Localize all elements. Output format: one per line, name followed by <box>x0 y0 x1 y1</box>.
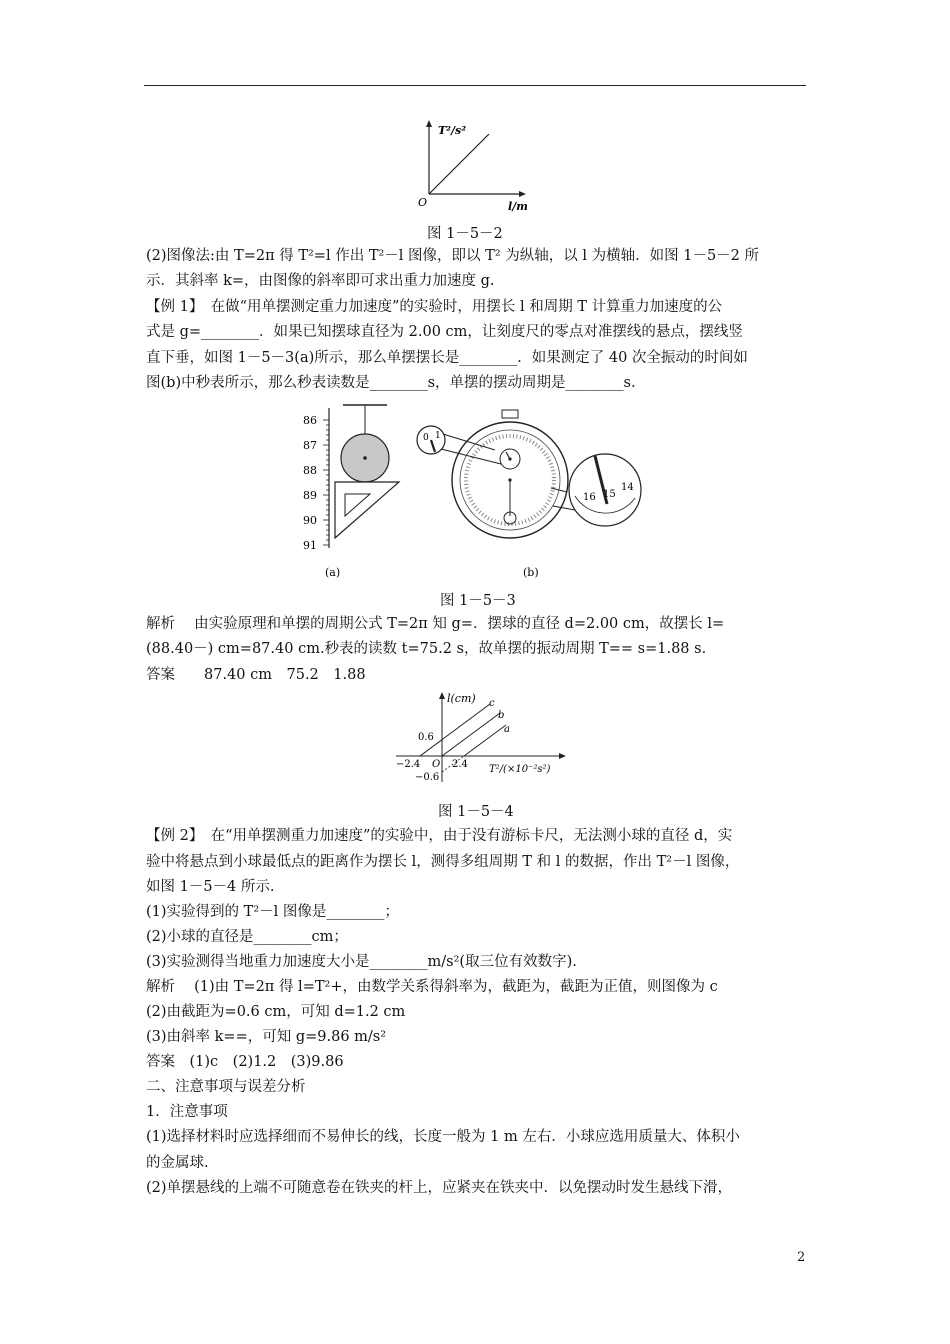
question-1: (1)实验得到的 T²－l 图像是________； <box>146 904 399 920</box>
label-a: (a) <box>325 566 341 579</box>
y-axis-label: T²/s² <box>438 124 467 137</box>
figure-1-5-4 <box>392 688 572 788</box>
figure-1-5-3 <box>295 400 655 585</box>
note-line: 的金属球. <box>146 1155 209 1171</box>
section-heading: 二、注意事项与误差分析 <box>146 1079 306 1095</box>
example-2-line: 【例 2】 在“用单摆测重力加速度”的实验中，由于没有游标卡尺，无法测小球的直径 d，实 <box>146 828 733 844</box>
x-axis-arrow <box>519 191 526 197</box>
example-2-line: 验中将悬点到小球最低点的距离作为摆长 l，测得多组周期 T 和 l 的数据，作出 T²－l 图像， <box>146 854 740 870</box>
example-1-line: 【例 1】 在做“用单摆测定重力加速度”的实验时，用摆长 l 和周期 T 计算重力加速度的公 <box>146 299 723 315</box>
stopwatch-diagram <box>417 410 641 579</box>
solution-1-line: (88.40－) cm=87.40 cm.秒表的读数 t=75.2 s，故单摆的振动周期 T== s=1.88 s. <box>146 641 707 657</box>
answer-2: 答案 (1)c (2)1.2 (3)9.86 <box>146 1054 344 1070</box>
figure-1-5-2 <box>412 118 532 218</box>
ruler-tick-label: 91 <box>303 539 317 552</box>
solution-2-line: (3)由斜率 k==，可知 g=9.86 m/s² <box>146 1029 387 1045</box>
line-a-label: a <box>504 724 510 735</box>
ruler-tick-label: 86 <box>303 414 317 427</box>
x-axis-label: l/m <box>508 200 528 213</box>
inset-label: 14 <box>621 482 634 493</box>
header-rule <box>144 85 806 86</box>
line-c <box>420 704 490 756</box>
paragraph-line: 示．其斜率 k=，由图像的斜率即可求出重力加速度 g. <box>146 273 495 289</box>
y-axis-label: l(cm) <box>447 692 476 705</box>
solution-2-line: 解析 (1)由 T=2π 得 l=T²+，由数学关系得斜率为，截距为，截距为正值，则图像为 c <box>146 979 718 995</box>
solution-1-line: 解析 由实验原理和单摆的周期公式 T=2π 知 g=．摆球的直径 d=2.00 cm，故摆长 l= <box>146 616 725 632</box>
figure-caption: 图 1－5－3 <box>440 593 516 609</box>
example-1-line: 式是 g=________．如果已知摆球直径为 2.00 cm，让刻度尺的零点对准摆线的悬点，摆线竖 <box>146 324 743 340</box>
example-1-line: 图(b)中秒表所示，那么秒表读数是________s，单摆的摆动周期是________s. <box>146 375 636 391</box>
answer-1: 答案 87.40 cm 75.2 1.88 <box>146 667 366 683</box>
y-axis-arrow <box>426 120 432 127</box>
solution-2-line: (2)由截距为=0.6 cm，可知 d=1.2 cm <box>146 1004 406 1020</box>
x-axis-label: T²/(×10⁻²s²) <box>489 764 551 775</box>
inset-label: 1 <box>435 431 441 441</box>
note-line: (1)选择材料时应选择细而不易伸长的线，长度一般为 1 m 左右．小球应选用质量大、体积小 <box>146 1129 740 1145</box>
x-tick-label: 2.4 <box>452 759 468 770</box>
line-b-label: b <box>498 710 505 721</box>
note-line: (2)单摆悬线的上端不可随意卷在铁夹的杆上，应紧夹在铁夹中．以免摆动时发生悬线下滑， <box>146 1180 733 1196</box>
figure-caption: 图 1－5－4 <box>438 804 514 820</box>
x-tick-label: −2.4 <box>396 759 421 770</box>
line-b <box>442 713 500 756</box>
inset-label: 15 <box>603 489 616 500</box>
ruler-diagram <box>303 405 399 579</box>
origin-label: O <box>418 196 428 209</box>
figure-caption: 图 1－5－2 <box>427 226 503 242</box>
y-tick-label: 0.6 <box>418 732 434 743</box>
ruler-tick-label: 87 <box>303 439 317 452</box>
ruler-tick-label: 90 <box>303 514 317 527</box>
origin-label: O <box>432 759 441 770</box>
example-2-line: 如图 1－5－4 所示. <box>146 879 275 895</box>
inset-label: 16 <box>583 492 596 503</box>
question-3: (3)实验测得当地重力加速度大小是________m/s²(取三位有效数字). <box>146 954 577 970</box>
ruler-tick-label: 88 <box>303 464 317 477</box>
question-2: (2)小球的直径是________cm； <box>146 929 348 945</box>
y-tick-label: −0.6 <box>415 772 440 783</box>
ruler-tick-label: 89 <box>303 489 317 502</box>
subsection-heading: 1．注意事项 <box>146 1104 228 1120</box>
data-line <box>429 134 489 194</box>
inset-label: 0 <box>423 433 429 443</box>
example-1-line: 直下垂，如图 1－5－3(a)所示，那么单摆摆长是________．如果测定了 40 次全振动的时间如 <box>146 350 748 366</box>
line-a <box>464 725 506 756</box>
paragraph-line: (2)图像法:由 T=2π 得 T²=l 作出 T²－l 图像，即以 T² 为纵轴，以 l 为横轴．如图 1－5－2 所 <box>146 248 759 264</box>
page-number: 2 <box>797 1250 806 1265</box>
label-b: (b) <box>523 566 539 579</box>
line-c-label: c <box>489 698 495 709</box>
